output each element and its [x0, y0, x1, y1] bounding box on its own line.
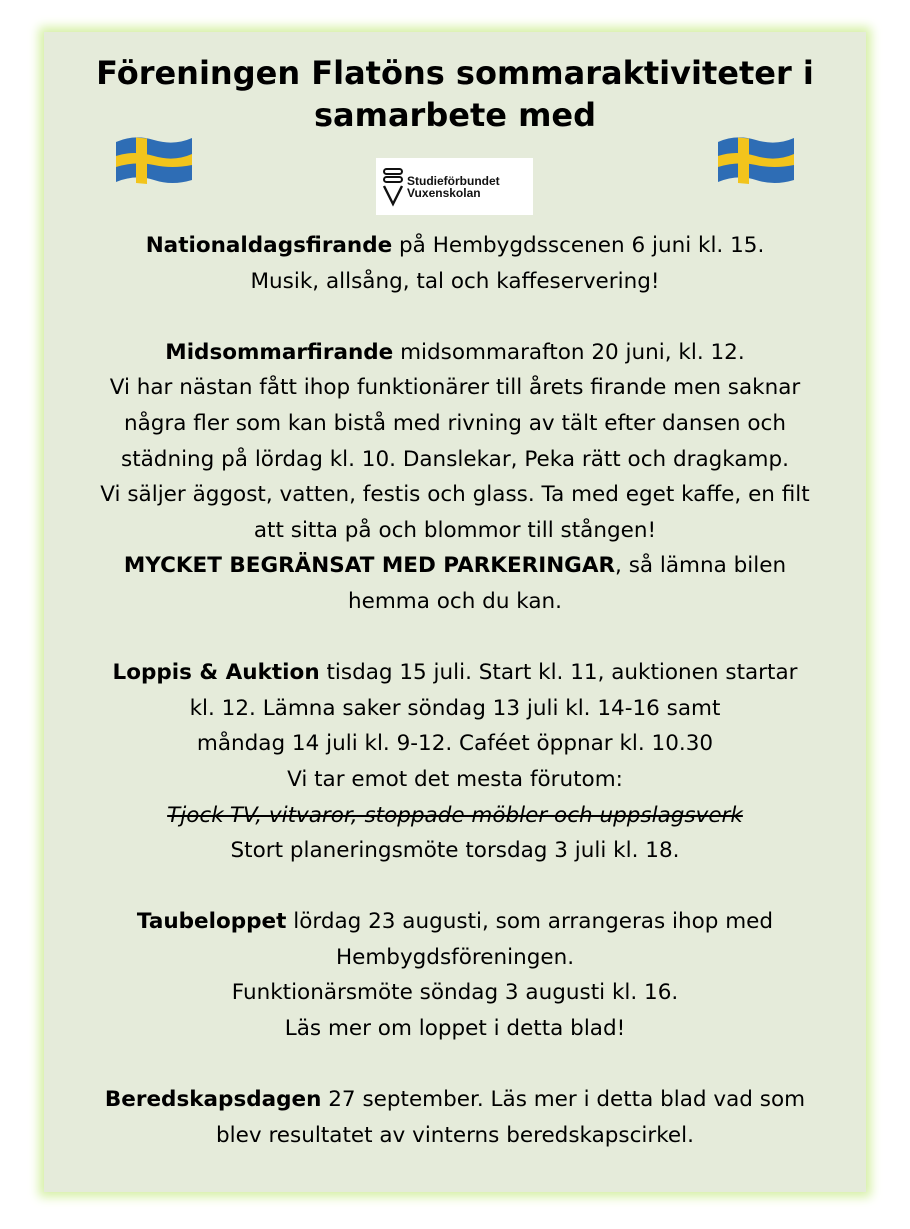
event-text: måndag 14 juli kl. 9-12. Caféet öppnar kl. 10.30	[196, 731, 714, 757]
event-text: , så lämna bilen	[615, 553, 787, 579]
event-text: Stort planeringsmöte torsdag 3 juli kl. 18.	[230, 838, 680, 864]
event-list	[44, 228, 866, 1153]
event-text: Läs mer om loppet i detta blad!	[284, 1016, 626, 1042]
event-taube-race	[44, 904, 866, 1046]
event-text: midsommarafton 20 juni, kl. 12.	[393, 339, 745, 365]
event-text: Vi tar emot det mesta förutom:	[287, 766, 623, 792]
event-text: blev resultatet av vinterns beredskapscirkel.	[216, 1122, 694, 1148]
sv-logo-icon	[382, 167, 404, 207]
excluded-items: Tjock-TV, vitvaror, stoppade möbler och uppslagsverk	[167, 802, 743, 828]
event-name: Taubeloppet	[136, 909, 287, 935]
event-text: på Hembygdsscenen 6 juni kl. 15.	[392, 233, 765, 258]
event-text: kl. 12. Lämna saker söndag 13 juli kl. 14-16 samt	[189, 695, 721, 721]
swedish-flag-icon	[714, 132, 798, 188]
event-text: att sitta på och blommor till stången!	[253, 517, 657, 543]
event-name: Nationaldagsfirande	[145, 233, 393, 258]
event-text: Musik, allsång, tal och kaffeservering!	[250, 268, 660, 294]
event-name: Midsommarfirande	[165, 339, 394, 365]
page-title	[44, 52, 866, 136]
event-text: Vi har nästan fått ihop funktionärer till årets firande men saknar	[109, 375, 801, 401]
parking-warning: MYCKET BEGRÄNSAT MED PARKERINGAR	[123, 553, 616, 579]
logo-line-2: Vuxenskolan	[407, 185, 481, 200]
event-flea-market-auction	[44, 655, 866, 869]
event-text: Vi säljer äggost, vatten, festis och glass. Ta med eget kaffe, en filt	[100, 482, 810, 508]
title-line-2: samarbete med	[313, 96, 597, 134]
event-name: Beredskapsdagen	[104, 1087, 322, 1113]
event-preparedness-day	[44, 1082, 866, 1153]
event-text: Hembygdsföreningen.	[335, 944, 575, 970]
event-text: Funktionärsmöte söndag 3 augusti kl. 16.	[231, 980, 679, 1006]
event-midsummer	[44, 335, 866, 620]
event-text: några fler som kan bistå med rivning av tält efter dansen och	[123, 410, 786, 436]
event-text: tisdag 15 juli. Start kl. 11, auktionen startar	[319, 660, 798, 686]
event-text: lördag 23 augusti, som arrangeras ihop med	[286, 909, 774, 935]
title-line-1: Föreningen Flatöns sommaraktiviteter i	[96, 54, 814, 92]
swedish-flag-icon	[112, 132, 196, 188]
studieforbundet-logo	[376, 158, 533, 215]
poster	[44, 32, 866, 1192]
event-text: hemma och du kan.	[347, 588, 562, 614]
logo-line-1: Studieförbundet	[407, 173, 500, 188]
event-name: Loppis & Auktion	[112, 660, 320, 686]
event-text: 27 september. Läs mer i detta blad vad som	[321, 1087, 806, 1113]
event-national-day	[44, 228, 866, 299]
event-text: städning på lördag kl. 10. Danslekar, Peka rätt och dragkamp.	[121, 446, 789, 472]
